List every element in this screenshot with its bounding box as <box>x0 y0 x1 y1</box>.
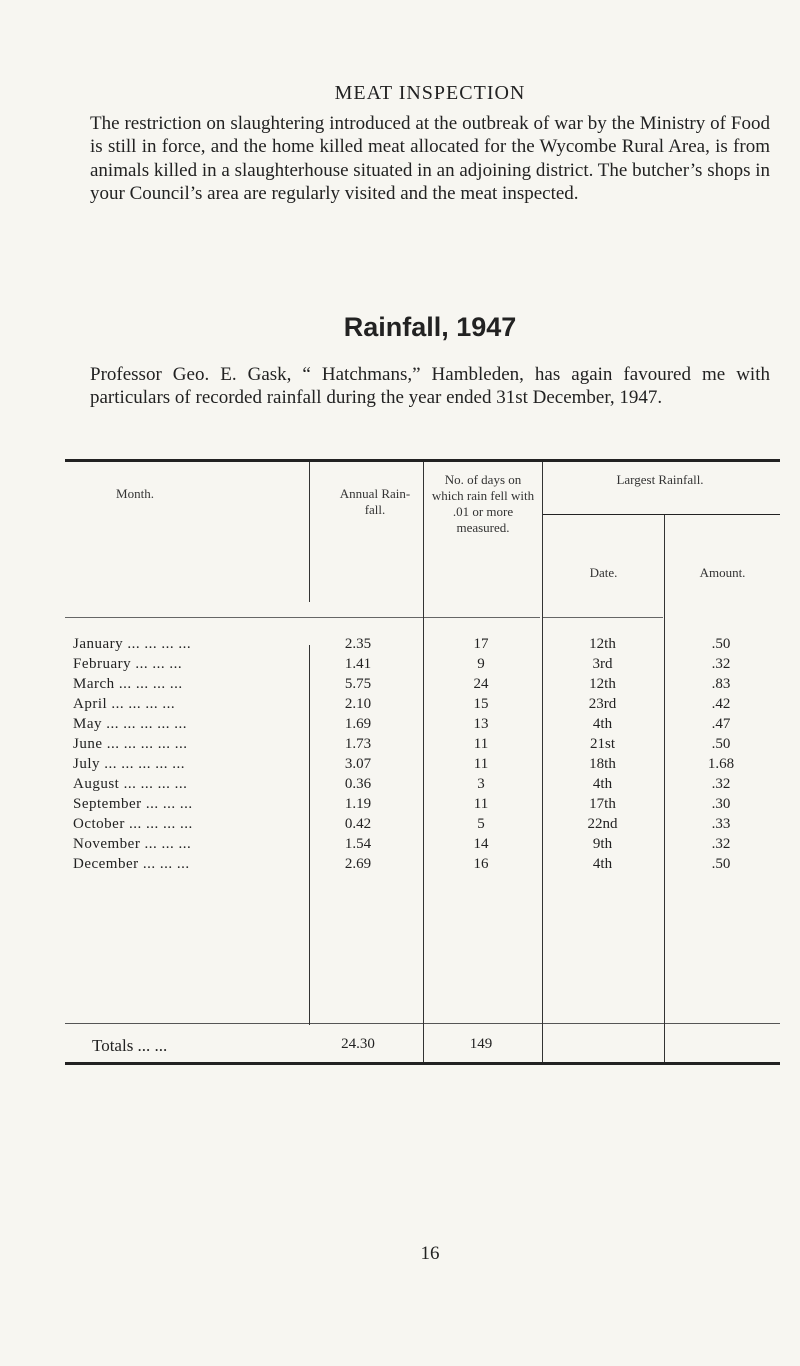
row-annual: 1.19 <box>344 796 372 812</box>
row-days: 11 <box>473 756 489 772</box>
row-amount: .47 <box>711 716 731 732</box>
row-month: September ... ... ... <box>73 796 193 812</box>
row-date: 9th <box>592 836 613 852</box>
row-month: July ... ... ... ... ... <box>73 756 186 772</box>
row-amount: .42 <box>711 696 731 712</box>
row-date: 22nd <box>587 816 618 832</box>
row-month: February ... ... ... <box>73 656 183 672</box>
section-heading: MEAT INSPECTION <box>334 82 526 104</box>
row-month: June ... ... ... ... ... <box>73 736 188 752</box>
row-month: November ... ... ... <box>73 836 192 852</box>
row-date: 23rd <box>588 696 617 712</box>
totals-days: 149 <box>469 1036 493 1052</box>
totals-label: Totals ... ... <box>92 1036 168 1055</box>
row-date: 12th <box>589 636 616 652</box>
row-annual: 1.54 <box>344 836 372 852</box>
row-amount: .32 <box>711 776 731 792</box>
row-days: 15 <box>473 696 489 712</box>
row-month: May ... ... ... ... ... <box>73 716 187 732</box>
row-annual: 3.07 <box>344 756 372 772</box>
row-days: 11 <box>473 796 489 812</box>
row-amount: .33 <box>711 816 731 832</box>
rainfall-intro-paragraph: Professor Geo. E. Gask, “ Hatchmans,” Hambleden, has again favoured me with particulars of recorded rainfall during the year ended 31st December, 1947. <box>90 364 770 409</box>
row-days: 5 <box>477 816 485 832</box>
row-annual: 0.36 <box>344 776 372 792</box>
row-days: 11 <box>473 736 489 752</box>
header-bottom-rule-date <box>543 617 663 618</box>
header-rain-days: No. of days on which rain fell with .01 or more measured. <box>431 472 535 535</box>
col-rule-days <box>423 462 424 1062</box>
page-number: 16 <box>420 1243 440 1264</box>
row-annual: 0.42 <box>344 816 372 832</box>
row-annual: 2.69 <box>344 856 372 872</box>
row-days: 9 <box>477 656 485 672</box>
row-month: April ... ... ... ... <box>73 696 176 712</box>
header-month: Month. <box>116 486 154 501</box>
row-month: October ... ... ... ... <box>73 816 193 832</box>
row-days: 3 <box>477 776 485 792</box>
header-annual-rainfall: Annual Rain- fall. <box>339 486 411 517</box>
row-amount: .30 <box>711 796 731 812</box>
row-date: 17th <box>589 796 616 812</box>
row-amount: .50 <box>711 736 731 752</box>
row-date: 4th <box>592 716 613 732</box>
header-largest-rainfall: Largest Rainfall. <box>616 472 704 487</box>
row-date: 21st <box>589 736 615 752</box>
row-annual: 1.41 <box>344 656 372 672</box>
row-days: 17 <box>473 636 489 652</box>
row-annual: 5.75 <box>344 676 372 692</box>
table-bottom-rule <box>65 1062 780 1065</box>
row-days: 16 <box>473 856 489 872</box>
row-annual: 2.10 <box>344 696 372 712</box>
totals-annual: 24.30 <box>341 1036 375 1052</box>
row-date: 3rd <box>592 656 613 672</box>
row-month: January ... ... ... ... <box>73 636 192 652</box>
row-amount: .32 <box>711 836 731 852</box>
row-amount: 1.68 <box>707 756 735 772</box>
meat-inspection-paragraph: The restriction on slaughtering introduced at the outbreak of war by the Ministry of Food is still in force, and the home killed meat allocated for the Wycombe Rural Area, is from animals killed in a slaughterhouse situated in an adjoining district. The butcher’s shops in your Council’s area are regularly visited and the meat inspected. <box>90 113 771 205</box>
row-date: 18th <box>589 756 616 772</box>
row-month: August ... ... ... ... <box>73 776 188 792</box>
row-date: 12th <box>589 676 616 692</box>
row-days: 13 <box>473 716 489 732</box>
header-bottom-rule-left <box>65 617 540 618</box>
row-days: 24 <box>473 676 489 692</box>
row-month: March ... ... ... ... <box>73 676 183 692</box>
row-days: 14 <box>473 836 489 852</box>
row-annual: 1.69 <box>344 716 372 732</box>
row-date: 4th <box>592 776 613 792</box>
header-date: Date. <box>589 565 618 580</box>
header-sub-rule <box>543 514 780 515</box>
row-amount: .50 <box>711 856 731 872</box>
col-rule-annual-head <box>309 462 310 602</box>
row-annual: 1.73 <box>344 736 372 752</box>
rainfall-title: Rainfall, 1947 <box>343 312 517 342</box>
row-month: December ... ... ... <box>73 856 190 872</box>
row-date: 4th <box>592 856 613 872</box>
header-amount: Amount. <box>699 565 746 580</box>
row-amount: .83 <box>711 676 731 692</box>
row-amount: .50 <box>711 636 731 652</box>
row-amount: .32 <box>711 656 731 672</box>
row-annual: 2.35 <box>344 636 372 652</box>
